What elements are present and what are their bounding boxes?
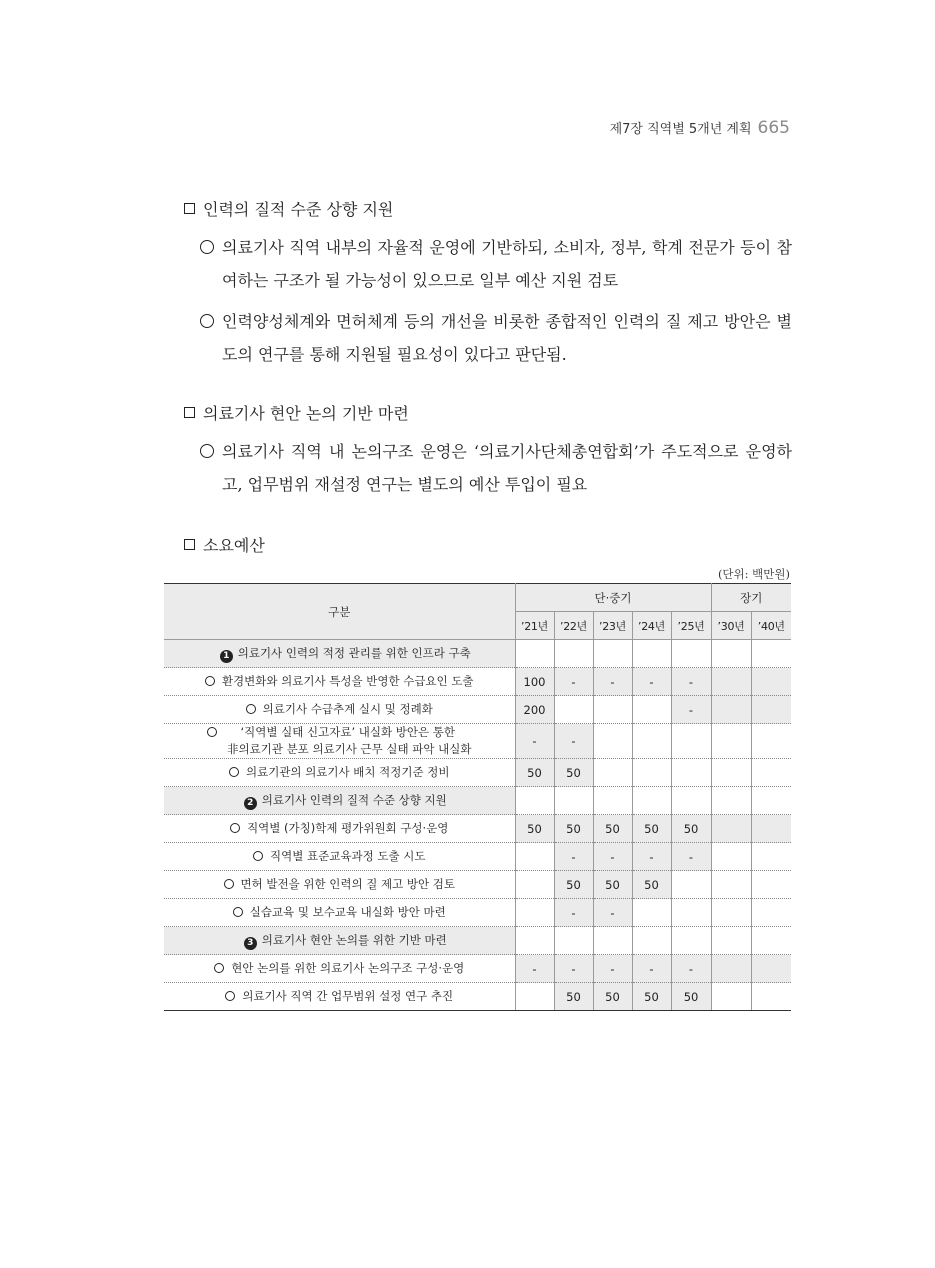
value-cell: -: [593, 899, 632, 927]
value-cell: [751, 696, 791, 724]
value-cell: [515, 927, 554, 955]
section-label: 의료기사 현안 논의를 위한 기반 마련: [261, 932, 447, 947]
header-year: ’21년: [515, 612, 554, 640]
value-cell: [711, 696, 751, 724]
budget-table: [164, 583, 791, 1011]
table-section-row: [164, 640, 791, 668]
table-row: [164, 871, 791, 899]
value-cell: [554, 927, 593, 955]
value-cell: 50: [554, 815, 593, 843]
value-cell: [751, 871, 791, 899]
value-cell: [671, 927, 711, 955]
value-cell: 50: [554, 759, 593, 787]
table-row: [164, 668, 791, 696]
value-cell: -: [671, 696, 711, 724]
value-cell: [593, 787, 632, 815]
value-cell: [632, 899, 671, 927]
value-cell: [751, 668, 791, 696]
page-number: 665: [757, 118, 790, 138]
value-cell: [515, 899, 554, 927]
row-label: [164, 927, 515, 955]
value-cell: [632, 640, 671, 668]
value-cell: [751, 983, 791, 1011]
row-label: [164, 724, 515, 759]
value-cell: [554, 640, 593, 668]
value-cell: [515, 640, 554, 668]
value-cell: -: [554, 899, 593, 927]
row-label: [164, 899, 515, 927]
value-cell: -: [632, 668, 671, 696]
section-title: 의료기사 현안 논의 기반 마련: [203, 404, 409, 423]
header-long: 장기: [711, 584, 791, 612]
paragraph-text: 인력양성체계와 면허체계 등의 개선을 비롯한 종합적인 인력의 질 제고 방안은 별도의 연구를 통해 지원될 필요성이 있다고 판단됨.: [222, 312, 792, 364]
value-cell: [632, 696, 671, 724]
row-label: [164, 871, 515, 899]
square-bullet-icon: [184, 539, 195, 550]
value-cell: -: [593, 668, 632, 696]
section-title: 소요예산: [203, 536, 265, 555]
square-bullet-icon: [184, 407, 195, 418]
section-label: 의료기사 인력의 적정 관리를 위한 인프라 구축: [237, 645, 471, 660]
value-cell: -: [593, 955, 632, 983]
value-cell: [515, 983, 554, 1011]
circle-bullet-icon: [225, 991, 235, 1001]
value-cell: -: [632, 843, 671, 871]
row-label: [164, 668, 515, 696]
value-cell: [515, 871, 554, 899]
value-cell: 50: [671, 815, 711, 843]
circle-bullet-icon: [205, 676, 215, 686]
value-cell: 50: [632, 871, 671, 899]
value-cell: 50: [515, 759, 554, 787]
unit-note: (단위: 백만원): [717, 567, 790, 581]
value-cell: [711, 815, 751, 843]
item-label: 면허 발전을 위한 인력의 질 제고 방안 검토: [240, 877, 455, 891]
value-cell: [711, 871, 751, 899]
value-cell: [671, 724, 711, 759]
value-cell: -: [554, 668, 593, 696]
value-cell: 50: [632, 983, 671, 1011]
value-cell: [711, 724, 751, 759]
paragraph-discussion-structure: [200, 435, 792, 501]
row-label: [164, 640, 515, 668]
value-cell: [632, 759, 671, 787]
value-cell: [751, 724, 791, 759]
value-cell: [751, 787, 791, 815]
header-category: 구분: [164, 584, 515, 640]
section-label: 의료기사 인력의 질적 수준 상향 지원: [261, 792, 447, 807]
value-cell: 50: [671, 983, 711, 1011]
header-year: ’24년: [632, 612, 671, 640]
circle-bullet-icon: [233, 907, 243, 917]
table-section-row: [164, 927, 791, 955]
paragraph-text: 의료기사 직역 내부의 자율적 운영에 기반하되, 소비자, 정부, 학계 전문가 등이 참여하는 구조가 될 가능성이 있으므로 일부 예산 지원 검토: [222, 238, 792, 290]
value-cell: 50: [554, 983, 593, 1011]
value-cell: [751, 955, 791, 983]
section-heading-quality: [184, 197, 393, 220]
value-cell: [593, 759, 632, 787]
value-cell: [711, 899, 751, 927]
budget-table-body: [164, 640, 791, 1011]
circle-bullet-icon: [214, 963, 224, 973]
row-label: [164, 955, 515, 983]
value-cell: [554, 696, 593, 724]
value-cell: 50: [593, 815, 632, 843]
value-cell: -: [554, 955, 593, 983]
header-year: ’25년: [671, 612, 711, 640]
section-title: 인력의 질적 수준 상향 지원: [203, 200, 394, 219]
row-label: [164, 759, 515, 787]
value-cell: 50: [554, 871, 593, 899]
value-cell: [751, 759, 791, 787]
value-cell: 50: [593, 871, 632, 899]
value-cell: [593, 640, 632, 668]
value-cell: -: [671, 955, 711, 983]
value-cell: [632, 787, 671, 815]
value-cell: 200: [515, 696, 554, 724]
value-cell: [554, 787, 593, 815]
header-year: ’30년: [711, 612, 751, 640]
value-cell: [632, 724, 671, 759]
value-cell: -: [515, 724, 554, 759]
value-cell: [711, 955, 751, 983]
header-year: ’40년: [751, 612, 791, 640]
item-label: 직역별 (가칭)학제 평가위원회 구성·운영: [247, 821, 449, 835]
value-cell: [751, 899, 791, 927]
item-label-line: ‘직역별 실태 신고자료’ 내실화 방안은 통한: [240, 725, 455, 739]
value-cell: [711, 759, 751, 787]
value-cell: 50: [515, 815, 554, 843]
value-cell: [671, 871, 711, 899]
value-cell: [593, 696, 632, 724]
item-label: 의료기관의 의료기사 배치 적정기준 정비: [246, 765, 450, 779]
value-cell: [751, 640, 791, 668]
row-label: [164, 696, 515, 724]
value-cell: -: [671, 668, 711, 696]
value-cell: [515, 787, 554, 815]
circle-bullet-icon: [253, 851, 263, 861]
circle-bullet-icon: [224, 879, 234, 889]
paragraph-quality-improvement: [200, 305, 792, 371]
circle-bullet-icon: [207, 727, 217, 737]
numbered-badge-icon: 2: [244, 797, 257, 810]
item-label: 환경변화와 의료기사 특성을 반영한 수급요인 도출: [221, 674, 474, 688]
circle-bullet-icon: [246, 704, 256, 714]
value-cell: -: [554, 724, 593, 759]
header-year: ’23년: [593, 612, 632, 640]
row-label: [164, 983, 515, 1011]
table-section-row: [164, 787, 791, 815]
value-cell: [671, 640, 711, 668]
value-cell: 100: [515, 668, 554, 696]
circle-bullet-icon: [200, 444, 214, 458]
circle-bullet-icon: [200, 314, 214, 328]
running-header: [610, 118, 790, 138]
value-cell: [671, 899, 711, 927]
table-row: [164, 955, 791, 983]
value-cell: [593, 724, 632, 759]
value-cell: -: [671, 843, 711, 871]
circle-bullet-icon: [200, 240, 214, 254]
value-cell: [671, 787, 711, 815]
table-row: [164, 724, 791, 759]
value-cell: [751, 815, 791, 843]
table-row: [164, 696, 791, 724]
item-label: 실습교육 및 보수교육 내실화 방안 마련: [249, 905, 446, 919]
item-label: 현안 논의를 위한 의료기사 논의구조 구성·운영: [231, 961, 465, 975]
value-cell: [671, 759, 711, 787]
item-label: 의료기사 직역 간 업무범위 설정 연구 추진: [242, 989, 454, 1003]
square-bullet-icon: [184, 203, 195, 214]
value-cell: [711, 668, 751, 696]
header-year: ’22년: [554, 612, 593, 640]
chapter-title: 제7장 직역별 5개년 계획: [609, 122, 752, 137]
row-label: [164, 787, 515, 815]
row-label: [164, 815, 515, 843]
value-cell: [711, 640, 751, 668]
value-cell: [711, 927, 751, 955]
value-cell: [751, 927, 791, 955]
row-label: [164, 843, 515, 871]
table-row: [164, 843, 791, 871]
numbered-badge-icon: 1: [220, 650, 233, 663]
value-cell: -: [554, 843, 593, 871]
value-cell: [515, 843, 554, 871]
item-label: 의료기사 수급추계 실시 및 정례화: [262, 702, 433, 716]
table-row: [164, 983, 791, 1011]
value-cell: 50: [593, 983, 632, 1011]
table-row: [164, 759, 791, 787]
value-cell: [751, 843, 791, 871]
paragraph-budget-review: [200, 231, 792, 297]
value-cell: -: [632, 955, 671, 983]
value-cell: [593, 927, 632, 955]
item-label: 직역별 표준교육과정 도출 시도: [270, 849, 426, 863]
value-cell: [711, 843, 751, 871]
table-row: [164, 815, 791, 843]
header-short-mid: 단·중기: [515, 584, 711, 612]
value-cell: -: [593, 843, 632, 871]
value-cell: [711, 787, 751, 815]
circle-bullet-icon: [230, 823, 240, 833]
table-row: [164, 899, 791, 927]
value-cell: [711, 983, 751, 1011]
paragraph-text: 의료기사 직역 내 논의구조 운영은 ‘의료기사단체총연합회’가 주도적으로 운영하고, 업무범위 재설정 연구는 별도의 예산 투입이 필요: [222, 442, 792, 494]
value-cell: 50: [632, 815, 671, 843]
item-label-line: 非의료기관 분포 의료기사 근무 실태 파악 내실화: [226, 742, 472, 756]
numbered-badge-icon: 3: [244, 937, 257, 950]
section-heading-discussion: [184, 401, 409, 424]
circle-bullet-icon: [229, 767, 239, 777]
value-cell: -: [515, 955, 554, 983]
section-heading-budget: [184, 533, 265, 556]
value-cell: [632, 927, 671, 955]
